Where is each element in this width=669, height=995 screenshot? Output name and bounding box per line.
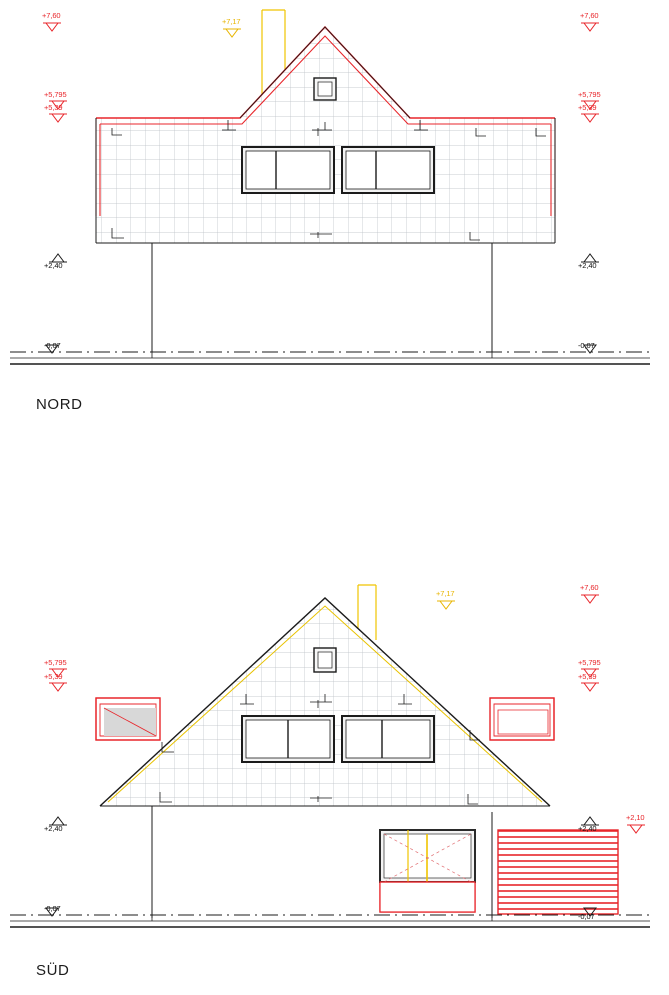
nord-level-chimney: +7,17 [222,17,241,26]
sued-right-wing [490,698,554,740]
sued-level-eave-right-lower: +5,39 [578,672,597,681]
view-label-nord: NORD [36,396,83,413]
nord-building-body [96,27,555,243]
nord-level-eave-right-lower: +5,39 [578,103,597,112]
nord-level-ridge-right: +7,60 [580,11,599,20]
nord-level-ridge-left: +7,60 [42,11,61,20]
sued-level-eave-right-upper: +5,795 [578,658,601,667]
nord-level-eave-left-upper: +5,795 [44,90,67,99]
sued-level-eave-left-lower: +5,39 [44,672,63,681]
sued-level-chimney: +7,17 [436,589,455,598]
sued-dormer-window [314,648,336,672]
sued-level-floor-right: +2,40 [578,824,597,833]
sued-level-floor-left: +2,40 [44,824,63,833]
nord-level-ground-left: -0,07 [44,341,61,350]
nord-elevation [10,10,650,364]
nord-window-left [242,147,334,193]
nord-level-floor-right: +2,40 [578,261,597,270]
nord-level-eave-left-lower: +5,39 [44,103,63,112]
nord-window-right [342,147,434,193]
sued-terrace-door [380,830,475,912]
sued-window-right [342,716,434,762]
sued-body-base [100,806,550,812]
nord-dormer-window [314,78,336,100]
sued-level-ground-left: -0,07 [44,904,61,913]
sued-level-ground-right: -0,07 [578,912,595,921]
nord-level-ground-right: -0,07 [578,341,595,350]
sued-left-wing [96,698,160,740]
view-label-sued: SÜD [36,962,70,979]
sued-level-eave-left-upper: +5,795 [44,658,67,667]
sued-level-terrace-right: +2,10 [626,813,645,822]
sued-level-ridge-right: +7,60 [580,583,599,592]
nord-level-floor-left: +2,40 [44,261,63,270]
sued-terrace-slab [498,830,618,914]
nord-level-eave-right-upper: +5,795 [578,90,601,99]
sued-window-left [242,716,334,762]
sued-elevation [10,585,650,927]
